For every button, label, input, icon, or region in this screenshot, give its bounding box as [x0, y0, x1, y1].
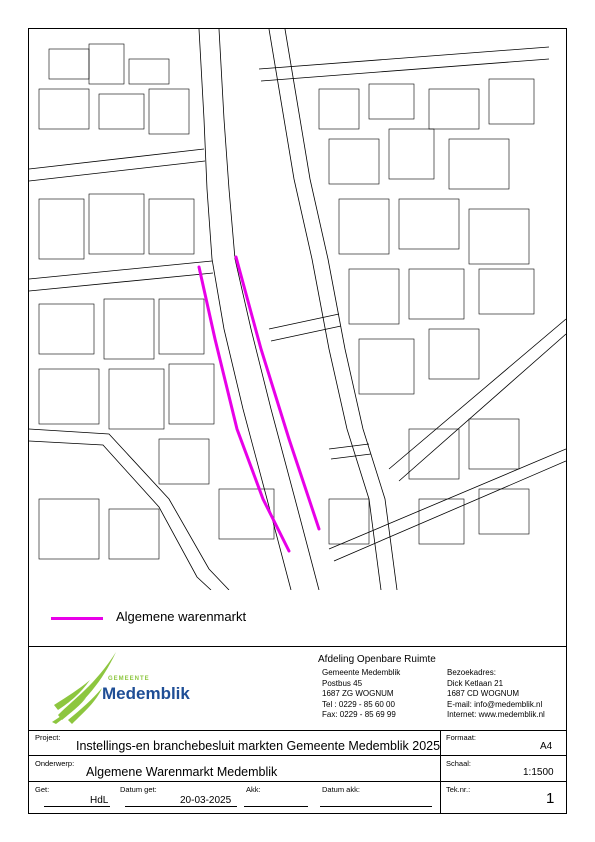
datum-get-label: Datum get: [120, 785, 157, 794]
formaat-value: A4 [540, 741, 553, 752]
get-value: HdL [90, 795, 109, 806]
column-border [440, 730, 441, 814]
logo-name: Medemblik [102, 684, 190, 703]
row-border-3 [28, 781, 567, 782]
postal-address: Gemeente Medemblik Postbus 45 1687 ZG WOGNUM Tel : 0229 - 85 60 00 Fax: 0229 - 85 69 99 [322, 668, 401, 719]
department-name: Afdeling Openbare Ruimte [318, 654, 436, 665]
get-label: Get: [35, 785, 50, 794]
onderwerp-value: Algemene Warenmarkt Medemblik [86, 765, 278, 779]
datum-get-value: 20-03-2025 [180, 795, 232, 806]
visit-address: Bezoekadres: Dick Ketlaan 21 1687 CD WOGNUM E-mail: info@medemblik.nl Internet: www.medemblik.nl [447, 668, 545, 719]
market-line-west [199, 267, 289, 551]
legend-label: Algemene warenmarkt [116, 609, 247, 624]
teknr-label: Tek.nr.: [446, 785, 471, 794]
project-label: Project: [35, 733, 61, 742]
logo-gemeente: GEMEENTE [108, 676, 150, 682]
datum-akk-underline [320, 806, 432, 807]
get-underline [44, 806, 110, 807]
datum-akk-label: Datum akk: [322, 785, 360, 794]
legend-swatch [51, 617, 103, 620]
formaat-label: Formaat: [446, 733, 477, 742]
datum-get-underline [125, 806, 237, 807]
onderwerp-label: Onderwerp: [35, 759, 75, 768]
cadastral-map [29, 29, 566, 590]
project-value: Instellings-en branchebesluit markten Gemeente Medemblik 2025 [76, 739, 441, 753]
row-border-1 [28, 730, 567, 731]
titleblock-top-border [28, 646, 567, 647]
map-area [29, 29, 566, 590]
teknr-value: 1 [546, 790, 555, 807]
row-border-2 [28, 755, 567, 756]
akk-label: Akk: [246, 785, 261, 794]
schaal-label: Schaal: [446, 759, 472, 768]
akk-underline [244, 806, 308, 807]
schaal-value: 1:1500 [523, 767, 554, 778]
market-line-east [236, 257, 319, 529]
